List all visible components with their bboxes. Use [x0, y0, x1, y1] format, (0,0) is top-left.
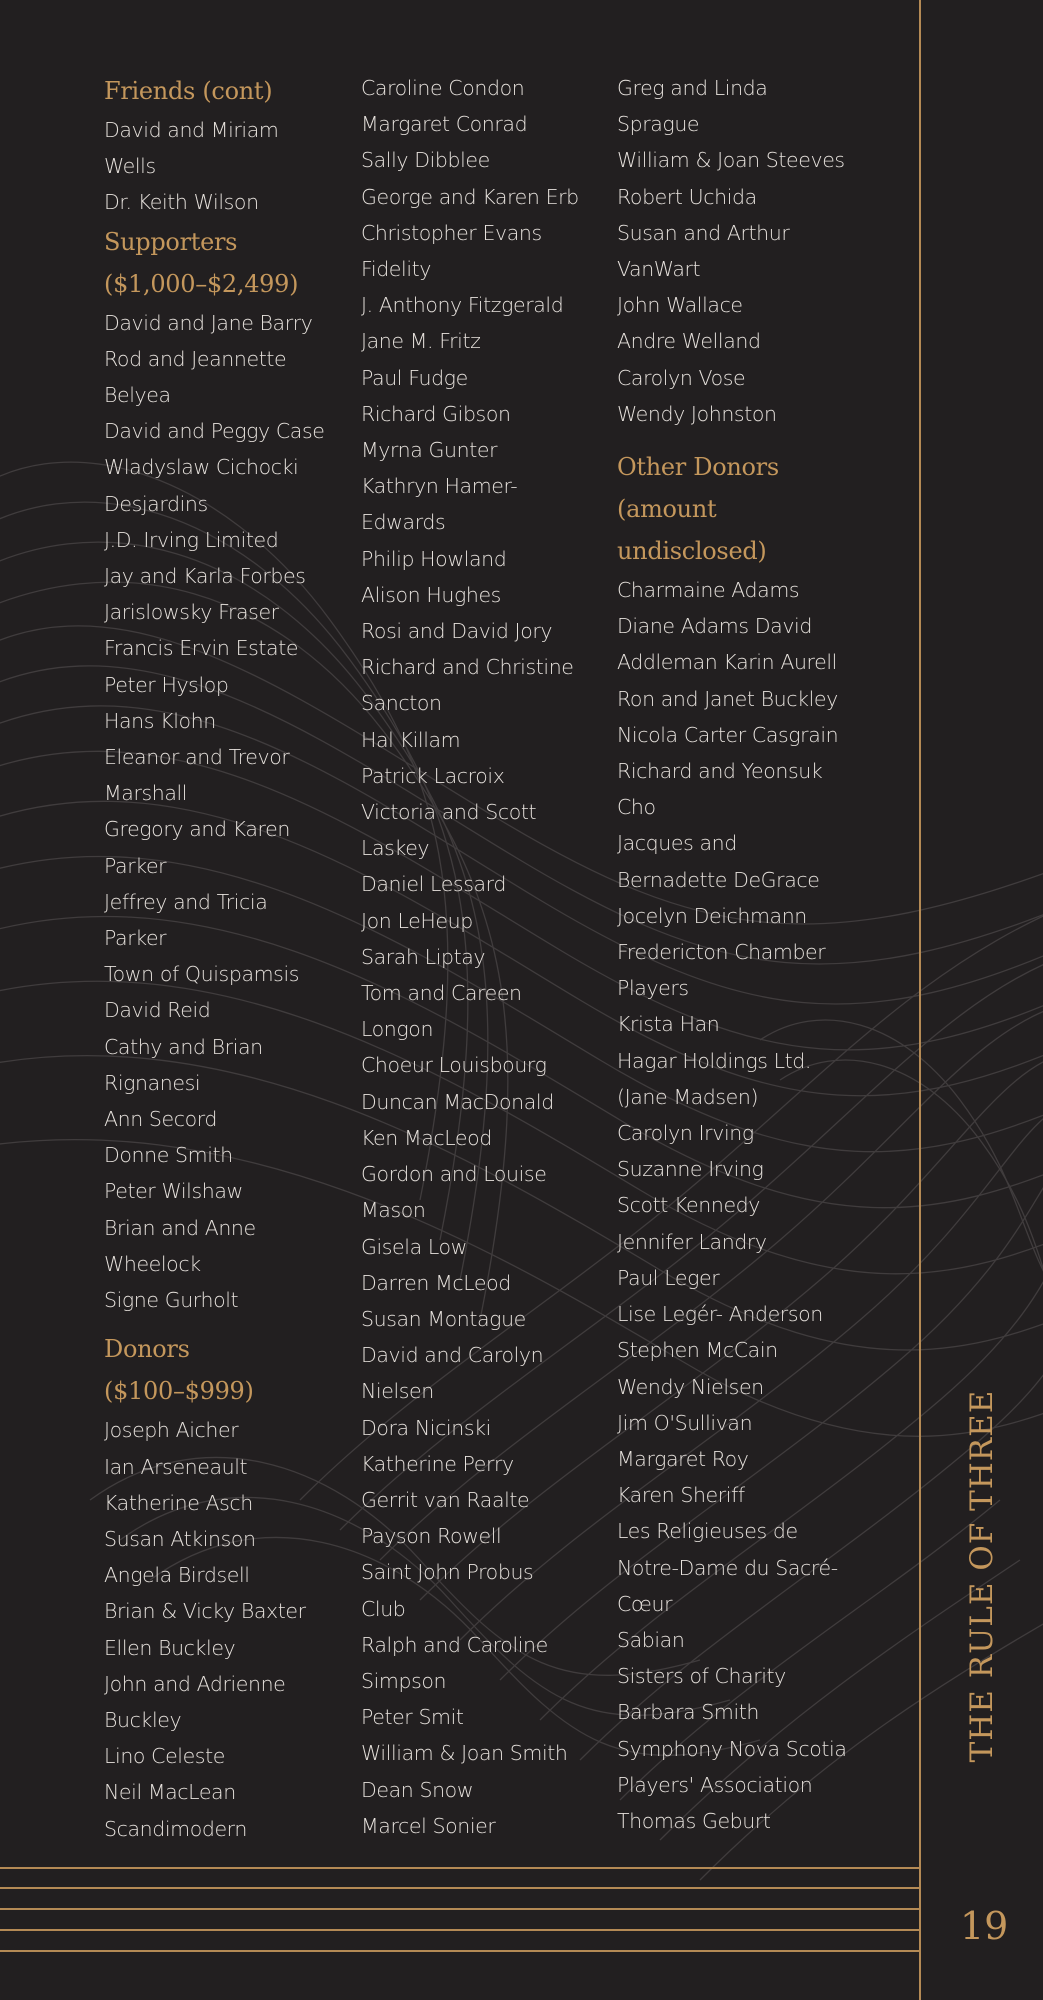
donor-name: Paul Fudge [361, 365, 468, 390]
donor-name: Christopher Evans [361, 220, 542, 245]
donor-name: Richard and Christine [361, 655, 574, 680]
donor-name: Susan and Arthur [617, 220, 790, 245]
section-heading-supporters-range: ($1,000–$2,499) [104, 269, 299, 298]
donor-name: Francis Ervin Estate [104, 636, 299, 661]
donor-name: Darren McLeod [361, 1270, 511, 1295]
donor-name: Dr. Keith Wilson [104, 190, 259, 215]
donor-name: Ann Secord [104, 1107, 218, 1132]
donor-name: Rignanesi [104, 1070, 201, 1095]
donor-name: Susan Montague [361, 1306, 526, 1331]
donor-name: Saint John Probus [361, 1560, 534, 1585]
donor-name: Sprague [617, 112, 700, 137]
donor-name: Myrna Gunter [361, 438, 498, 463]
donor-name: Daniel Lessard [361, 872, 506, 897]
donor-name: Barbara Smith [617, 1700, 760, 1725]
donor-name: Simpson [361, 1668, 447, 1693]
donor-name: Longon [361, 1017, 434, 1042]
donor-name: Jennifer Landry [617, 1229, 767, 1254]
donor-name: David and Jane Barry [104, 310, 313, 335]
donor-name: Angela Birdsell [104, 1563, 250, 1588]
donor-name: Peter Wilshaw [104, 1179, 243, 1204]
donor-name: Thomas Geburt [617, 1808, 771, 1833]
donor-name: Paul Leger [617, 1265, 720, 1290]
section-heading-other-donors: Other Donors [617, 453, 779, 482]
section-gap [617, 432, 857, 446]
donor-name: Karen Sheriff [617, 1483, 745, 1508]
donor-name: Wells [104, 154, 156, 179]
donor-name: Philip Howland [361, 546, 507, 571]
donor-name: Dean Snow [361, 1777, 474, 1802]
section-heading-supporters: Supporters [104, 227, 238, 256]
donor-name: Jocelyn Deichmann [617, 903, 807, 928]
donor-name: Tom and Careen [361, 981, 522, 1006]
donor-name: David and Miriam [104, 118, 279, 142]
donor-name: Jeffrey and Tricia [104, 889, 268, 914]
donor-name: Buckley [104, 1707, 182, 1732]
donor-name: Cœur [617, 1591, 673, 1616]
gold-horizontal-rule [0, 1887, 920, 1889]
donor-name: Margaret Conrad [361, 112, 528, 137]
gold-horizontal-rule [0, 1950, 920, 1952]
donor-name: Bernadette DeGrace [617, 867, 820, 892]
donor-name: Jon LeHeup [361, 908, 473, 933]
donor-name: Greg and Linda [617, 76, 768, 100]
donor-name: Rod and Jeannette [104, 346, 287, 371]
donor-name: Carolyn Irving [617, 1121, 754, 1146]
donor-name: Sarah Liptay [361, 944, 486, 969]
donor-name: Peter Hyslop [104, 672, 229, 697]
donor-name: Cho [617, 795, 656, 820]
donor-name: Ron and Janet Buckley [617, 686, 838, 711]
donor-name: Ralph and Caroline [361, 1632, 548, 1657]
donor-name: Symphony Nova Scotia [617, 1736, 847, 1761]
donor-name: Charmaine Adams [617, 578, 800, 603]
donor-name: Gordon and Louise [361, 1162, 547, 1187]
donor-name: Lise Legér- Anderson [617, 1302, 823, 1327]
donor-name: David and Peggy Case [104, 419, 325, 444]
donor-name: Jacques and [617, 831, 737, 856]
donor-name: Addleman Karin Aurell [617, 650, 837, 675]
donor-name: Ken MacLeod [361, 1125, 492, 1150]
donor-name: Belyea [104, 383, 171, 408]
donor-name: Wladyslaw Cichocki [104, 455, 299, 480]
donor-name: John Wallace [617, 293, 743, 318]
donor-name: Kathryn Hamer- [361, 474, 518, 499]
donor-name: David Reid [104, 998, 211, 1023]
donor-name: Players [617, 976, 689, 1001]
donor-name: Donne Smith [104, 1143, 233, 1168]
donor-name: Jane M. Fritz [361, 329, 481, 354]
donor-name: David and Carolyn [361, 1343, 544, 1368]
donor-name: Caroline Condon [361, 76, 525, 100]
donor-name: Les Religieuses de [617, 1519, 798, 1544]
donor-name: Choeur Louisbourg [361, 1053, 547, 1078]
donor-name: Alison Hughes [361, 582, 501, 607]
donor-name: Victoria and Scott [361, 800, 537, 825]
section-heading-other-donors-line2: (amount [617, 495, 717, 524]
donor-name: Robert Uchida [617, 184, 757, 209]
donor-name: Town of Quispamsis [104, 962, 300, 987]
donor-name: Diane Adams David [617, 614, 812, 639]
gold-horizontal-rule [0, 1908, 920, 1910]
donor-name: Ellen Buckley [104, 1635, 236, 1660]
donor-name: Rosi and David Jory [361, 619, 553, 644]
section-heading-other-donors-line3: undisclosed) [617, 537, 767, 566]
donor-name: Joseph Aicher [104, 1418, 239, 1443]
donor-name: Players' Association [617, 1772, 813, 1797]
donor-name: Brian & Vicky Baxter [104, 1599, 306, 1624]
donor-name: Lino Celeste [104, 1744, 225, 1769]
donor-name: Sancton [361, 691, 442, 716]
donor-name: VanWart [617, 257, 701, 282]
section-heading-friends-cont: Friends (cont) [104, 77, 273, 105]
donor-name: Signe Gurholt [104, 1288, 239, 1313]
donor-name: Sally Dibblee [361, 148, 490, 173]
donor-name: John and Adrienne [104, 1671, 286, 1696]
donor-name: Stephen McCain [617, 1338, 778, 1363]
donor-name: Club [361, 1596, 406, 1621]
gold-horizontal-rule [0, 1867, 920, 1869]
donor-name: Dora Nicinski [361, 1415, 491, 1440]
donor-name: Hans Klohn [104, 708, 216, 733]
donor-name: Desjardins [104, 491, 208, 516]
donor-name: Scott Kennedy [617, 1193, 760, 1218]
donor-name: Laskey [361, 836, 430, 861]
donor-name: Parker [104, 853, 167, 878]
donor-name: Fredericton Chamber [617, 940, 826, 965]
donor-name: Hagar Holdings Ltd. [617, 1048, 812, 1073]
donor-name: Sabian [617, 1627, 685, 1652]
donor-name: Neil MacLean [104, 1780, 236, 1805]
donor-name: Hal Killam [361, 727, 461, 752]
donor-column-3 [617, 70, 857, 1839]
section-gap [104, 1318, 334, 1328]
donor-name: Wendy Johnston [617, 401, 777, 426]
donor-name: Krista Han [617, 1012, 720, 1037]
donor-name: Andre Welland [617, 329, 761, 354]
donor-name: William & Joan Steeves [617, 148, 845, 173]
donor-name: Duncan MacDonald [361, 1089, 554, 1114]
donor-name: Payson Rowell [361, 1524, 502, 1549]
donor-name: Katherine Perry [361, 1451, 514, 1476]
donor-name: Mason [361, 1198, 426, 1223]
donor-name: Nicola Carter Casgrain [617, 722, 839, 747]
section-title-vertical: THE RULE OF THREE [964, 1389, 1000, 1763]
donor-column-1 [104, 70, 334, 1847]
donor-name: Ian Arseneault [104, 1454, 248, 1479]
donor-name: Katherine Asch [104, 1490, 253, 1515]
section-heading-donors: Donors [104, 1335, 190, 1364]
donor-name: Carolyn Vose [617, 365, 746, 390]
donor-name: Sisters of Charity [617, 1664, 786, 1689]
donor-name: Marshall [104, 781, 188, 806]
donor-name: Susan Atkinson [104, 1526, 256, 1551]
donor-name: Suzanne Irving [617, 1157, 764, 1182]
gold-vertical-rule [919, 0, 921, 2000]
donor-name: Wheelock [104, 1251, 201, 1276]
donor-name: Brian and Anne [104, 1215, 256, 1240]
donor-column-2 [361, 70, 591, 1844]
donor-name: Richard and Yeonsuk [617, 759, 823, 784]
donor-name: Jim O'Sullivan [617, 1410, 753, 1435]
donor-name: Jay and Karla Forbes [104, 564, 306, 589]
donor-name: Peter Smit [361, 1705, 464, 1730]
donor-name: Nielsen [361, 1379, 434, 1404]
donor-name: George and Karen Erb [361, 184, 579, 209]
donor-name: Marcel Sonier [361, 1813, 496, 1838]
donor-name: Eleanor and Trevor [104, 745, 290, 770]
gold-horizontal-rule [0, 1929, 920, 1931]
donor-name: Scandimodern [104, 1816, 247, 1841]
donor-name: Patrick Lacroix [361, 763, 505, 788]
donor-name: Jarislowsky Fraser [104, 600, 279, 625]
donor-name: J.D. Irving Limited [104, 527, 279, 552]
section-heading-donors-range: ($100–$999) [104, 1377, 254, 1406]
donor-name: Edwards [361, 510, 446, 535]
donor-name: Notre-Dame du Sacré- [617, 1555, 838, 1580]
donor-name: Fidelity [361, 257, 431, 282]
donor-name: Margaret Roy [617, 1446, 749, 1471]
donor-name: Gerrit van Raalte [361, 1487, 530, 1512]
donor-name: Gregory and Karen [104, 817, 290, 842]
donor-name: Gisela Low [361, 1234, 468, 1259]
donor-name: Richard Gibson [361, 401, 511, 426]
donor-name: J. Anthony Fitzgerald [361, 293, 564, 318]
donor-name: Wendy Nielsen [617, 1374, 764, 1399]
donor-name: (Jane Madsen) [617, 1084, 759, 1109]
donor-name: Cathy and Brian [104, 1034, 263, 1059]
donor-name: Parker [104, 926, 167, 951]
page-number: 19 [960, 1904, 1009, 1948]
donor-name: William & Joan Smith [361, 1741, 568, 1766]
